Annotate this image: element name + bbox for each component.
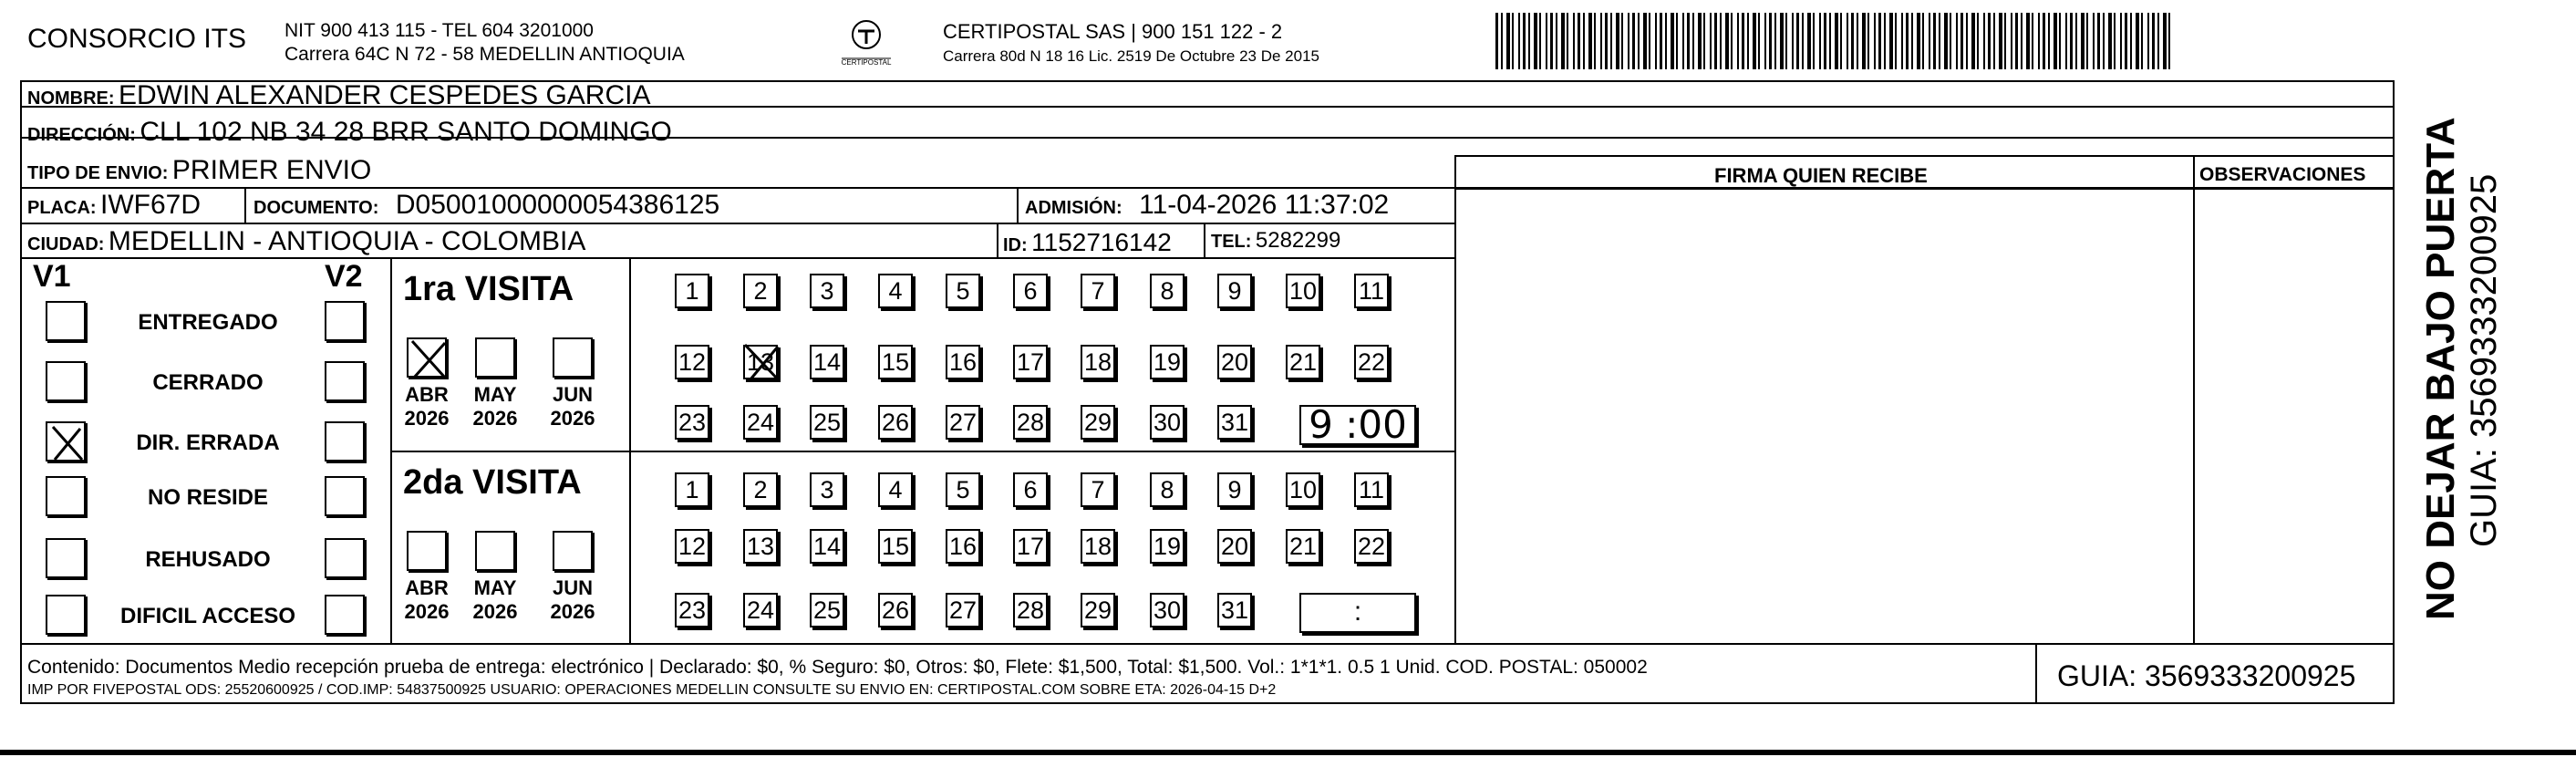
day-box[interactable]: 5 [946, 274, 980, 308]
day-box[interactable]: 8 [1150, 472, 1185, 507]
day-box[interactable]: 3 [810, 472, 844, 507]
day-box[interactable]: 8 [1150, 274, 1185, 308]
placa-label: PLACA: [27, 198, 97, 218]
placa-row [27, 190, 201, 221]
ciudad-label: CIUDAD: [27, 234, 105, 254]
month-checkbox[interactable] [553, 337, 593, 378]
tipo-row [27, 155, 371, 186]
visit-option-label: ENTREGADO [138, 310, 278, 335]
day-box[interactable]: 12 [675, 345, 709, 379]
v1-checkbox[interactable] [46, 361, 86, 401]
month-checkbox[interactable] [407, 337, 447, 378]
guia-box: GUIA: 3569333200925 [2057, 659, 2356, 692]
direccion-value: CLL 102 NB 34 28 BRR SANTO DOMINGO [140, 117, 672, 147]
carrier-line2: Carrera 80d N 18 16 Lic. 2519 De Octubre 23 De 2015 [943, 47, 1319, 65]
day-box[interactable]: 26 [878, 405, 913, 440]
day-box[interactable]: 29 [1081, 405, 1115, 440]
day-box[interactable]: 21 [1286, 345, 1320, 379]
day-box[interactable]: 2 [743, 472, 778, 507]
firma-label: FIRMA QUIEN RECIBE [1714, 164, 1928, 187]
day-box[interactable]: 21 [1286, 529, 1320, 564]
day-box[interactable]: 13 [743, 345, 778, 379]
month-checkbox[interactable] [475, 531, 515, 571]
day-box[interactable]: 6 [1013, 472, 1048, 507]
month-checkbox[interactable] [407, 531, 447, 571]
tipo-value: PRIMER ENVIO [171, 155, 372, 185]
day-box[interactable]: 18 [1081, 345, 1115, 379]
documento-label: DOCUMENTO: [253, 198, 379, 218]
v2-checkbox[interactable] [325, 476, 365, 516]
month-label: JUN 2026 [550, 576, 595, 623]
day-box[interactable]: 25 [810, 405, 844, 440]
tel-label: TEL: [1211, 232, 1252, 252]
ciudad-row [27, 226, 585, 257]
day-box[interactable]: 15 [878, 345, 913, 379]
day-box[interactable]: 7 [1081, 274, 1115, 308]
day-box[interactable]: 1 [675, 274, 709, 308]
day-box[interactable]: 22 [1354, 529, 1389, 564]
day-box[interactable]: 23 [675, 593, 709, 627]
certipostal-logo [834, 16, 898, 71]
nombre-label: NOMBRE: [27, 88, 115, 109]
month-label: JUN 2026 [550, 383, 595, 430]
v1-checkbox[interactable] [46, 595, 86, 635]
bottom-rule [0, 750, 2576, 755]
v1-checkbox[interactable] [46, 301, 86, 341]
company-info-line1: NIT 900 413 115 - TEL 604 3201000 [284, 20, 594, 41]
day-box[interactable]: 2 [743, 274, 778, 308]
placa-value: IWF67D [100, 190, 202, 220]
v2-checkbox[interactable] [325, 595, 365, 635]
v1-checkbox[interactable] [46, 476, 86, 516]
day-box[interactable]: 11 [1354, 274, 1389, 308]
day-box[interactable]: 3 [810, 274, 844, 308]
day-box[interactable]: 16 [946, 529, 980, 564]
v2-checkbox[interactable] [325, 301, 365, 341]
documento-row [253, 190, 719, 221]
carrier-line1: CERTIPOSTAL SAS | 900 151 122 - 2 [943, 20, 1283, 43]
visit-option-label: REHUSADO [145, 547, 271, 572]
day-box[interactable]: 14 [810, 529, 844, 564]
day-box[interactable]: 20 [1217, 345, 1252, 379]
day-box[interactable]: 31 [1217, 405, 1252, 440]
visit-option-label: NO RESIDE [147, 485, 269, 510]
second-visit-time[interactable]: : [1299, 593, 1416, 633]
visit-option-label: DIR. ERRADA [136, 430, 280, 455]
side-guia: GUIA: 3569333200925 [2464, 173, 2504, 547]
day-box[interactable]: 27 [946, 405, 980, 440]
day-box[interactable]: 31 [1217, 593, 1252, 627]
day-box[interactable]: 6 [1013, 274, 1048, 308]
day-box[interactable]: 19 [1150, 345, 1185, 379]
day-box[interactable]: 5 [946, 472, 980, 507]
form-frame [20, 80, 2395, 704]
day-box[interactable]: 17 [1013, 529, 1048, 564]
tel-value: 5282299 [1255, 228, 1341, 253]
visit-option-label: DIFICIL ACCESO [119, 604, 295, 628]
day-box[interactable]: 4 [878, 274, 913, 308]
day-box[interactable]: 10 [1286, 472, 1320, 507]
id-label: ID: [1003, 235, 1028, 255]
first-visit-title: 1ra VISITA [403, 270, 574, 308]
v2-checkbox[interactable] [325, 361, 365, 401]
day-box[interactable]: 29 [1081, 593, 1115, 627]
v1-checkbox[interactable] [46, 421, 86, 461]
v2-checkbox[interactable] [325, 421, 365, 461]
company-name: CONSORCIO ITS [27, 24, 247, 54]
month-label: MAY 2026 [472, 576, 518, 623]
direccion-label: DIRECCIÓN: [27, 125, 136, 145]
day-box[interactable]: 26 [878, 593, 913, 627]
company-info-line2: Carrera 64C N 72 - 58 MEDELLIN ANTIOQUIA [284, 44, 685, 65]
day-box[interactable]: 4 [878, 472, 913, 507]
logo-text: CERTIPOSTAL [841, 58, 892, 67]
nombre-value: EDWIN ALEXANDER CESPEDES GARCIA [119, 80, 651, 110]
direccion-row [27, 117, 672, 148]
day-box[interactable]: 17 [1013, 345, 1048, 379]
v2-checkbox[interactable] [325, 538, 365, 578]
month-label: ABR 2026 [404, 576, 450, 623]
day-box[interactable]: 10 [1286, 274, 1320, 308]
v1-label: V1 [33, 259, 71, 294]
id-row [1003, 228, 1172, 257]
tel-row [1211, 228, 1340, 254]
day-box[interactable]: 23 [675, 405, 709, 440]
month-label: ABR 2026 [404, 383, 450, 430]
visit-option-label: CERRADO [152, 370, 264, 395]
tipo-label: TIPO DE ENVIO: [27, 163, 169, 183]
day-box[interactable]: 7 [1081, 472, 1115, 507]
contenido-text: Contenido: Documentos Medio recepción prueba de entrega: electrónico | Declarado: $0, % Seguro: $0, Otros: $0, Flete: $1,500, Total: $1,500. Vol.: 1*1*1. 0.5 1 Unid. COD. POSTAL: 050002 [27, 657, 1648, 678]
documento-value: D05001000000054386125 [395, 190, 720, 220]
day-box[interactable]: 11 [1354, 472, 1389, 507]
day-box[interactable]: 1 [675, 472, 709, 507]
v2-label: V2 [325, 259, 363, 294]
day-box[interactable]: 30 [1150, 405, 1185, 440]
day-box[interactable]: 28 [1013, 405, 1048, 440]
observaciones-label: OBSERVACIONES [2199, 164, 2366, 185]
day-box[interactable]: 12 [675, 529, 709, 564]
day-box[interactable]: 25 [810, 593, 844, 627]
day-box[interactable]: 24 [743, 593, 778, 627]
day-box[interactable]: 27 [946, 593, 980, 627]
day-box[interactable]: 9 [1217, 274, 1252, 308]
nombre-row [27, 80, 650, 111]
day-box[interactable]: 20 [1217, 529, 1252, 564]
day-box[interactable]: 18 [1081, 529, 1115, 564]
admision-row [1025, 190, 1389, 221]
day-box[interactable]: 24 [743, 405, 778, 440]
imp-text: IMP POR FIVEPOSTAL ODS: 25520600925 / COD.IMP: 54837500925 USUARIO: OPERACIONES MEDELLIN CONSULTE SU ENVIO EN: CERTIPOSTAL.COM SOBRE ETA: 2026-04-15 D+2 [27, 682, 1277, 698]
day-box[interactable]: 30 [1150, 593, 1185, 627]
day-box[interactable]: 14 [810, 345, 844, 379]
id-value: 1152716142 [1031, 228, 1172, 256]
day-box[interactable]: 13 [743, 529, 778, 564]
day-box[interactable]: 19 [1150, 529, 1185, 564]
month-label: MAY 2026 [472, 383, 518, 430]
month-checkbox[interactable] [475, 337, 515, 378]
month-checkbox[interactable] [553, 531, 593, 571]
admision-label: ADMISIÓN: [1025, 198, 1122, 218]
barcode [1495, 13, 2175, 69]
side-warning: NO DEJAR BAJO PUERTA [2418, 117, 2463, 620]
day-box[interactable]: 22 [1354, 345, 1389, 379]
first-visit-time[interactable]: 9 :00 [1299, 405, 1416, 445]
day-box[interactable]: 28 [1013, 593, 1048, 627]
second-visit-title: 2da VISITA [403, 463, 582, 502]
ciudad-value: MEDELLIN - ANTIOQUIA - COLOMBIA [108, 226, 586, 256]
admision-value: 11-04-2026 11:37:02 [1139, 190, 1390, 220]
day-box[interactable]: 15 [878, 529, 913, 564]
v1-checkbox[interactable] [46, 538, 86, 578]
day-box[interactable]: 9 [1217, 472, 1252, 507]
day-box[interactable]: 16 [946, 345, 980, 379]
